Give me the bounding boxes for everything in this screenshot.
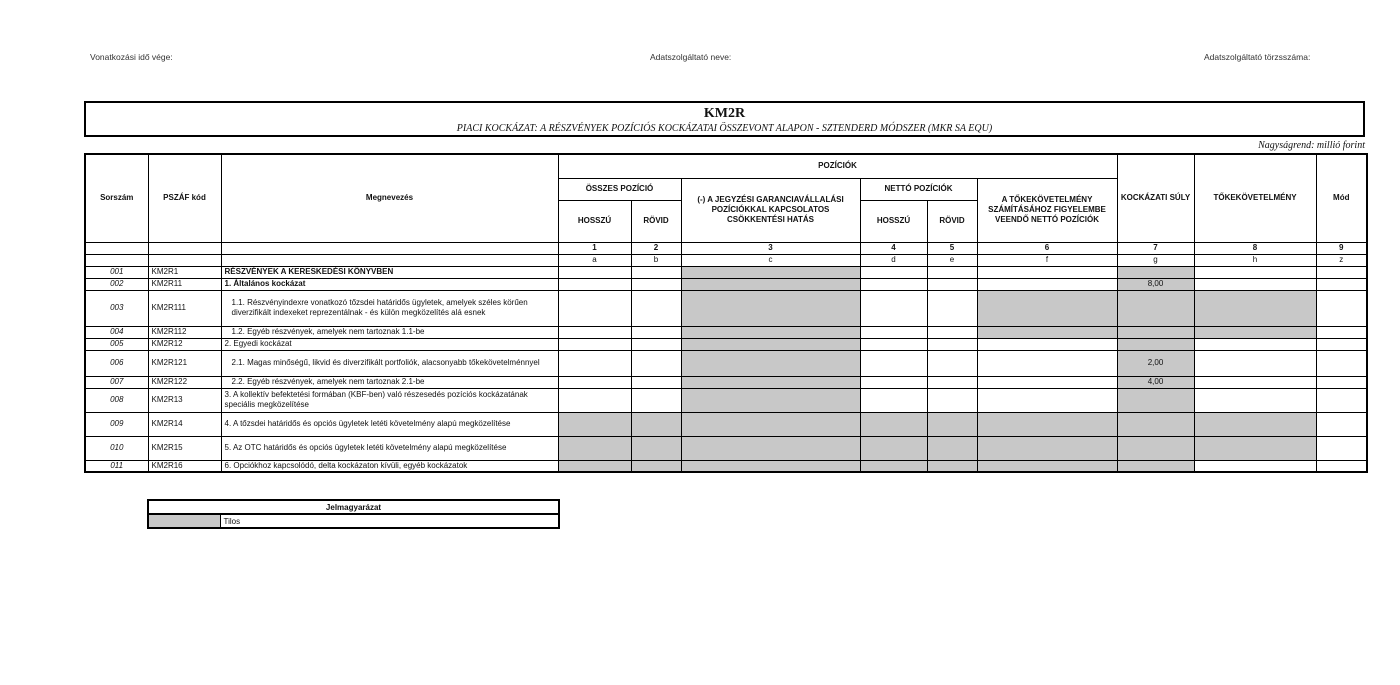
cell-input[interactable] [860, 266, 927, 278]
header-tokekov-netto: A TŐKEKÖVETELMÉNY SZÁMÍTÁSÁHOZ FIGYELEMBE VEENDŐ NETTÓ POZÍCIÓK [977, 178, 1117, 242]
row-label: 5. Az OTC határidős és opciós ügyletek letéti követelmény alapú megközelítése [221, 436, 558, 460]
header-megnevezes: Megnevezés [221, 154, 558, 242]
row-number: 008 [85, 388, 148, 412]
header-jegyzesi-hatas: (-) A JEGYZÉSI GARANCIAVÁLLALÁSI POZÍCIÓKKAL KAPCSOLATOS CSÖKKENTÉSI HATÁS [681, 178, 860, 242]
cell-weight [1117, 412, 1194, 436]
col-number: 8 [1194, 242, 1316, 254]
cell-input[interactable] [927, 350, 977, 376]
row-code: KM2R122 [148, 376, 221, 388]
legend-item-label: Tilos [220, 514, 559, 528]
cell-forbidden [681, 412, 860, 436]
cell-forbidden [1194, 290, 1316, 326]
cell-input[interactable] [860, 338, 927, 350]
cell-input[interactable] [977, 388, 1117, 412]
form-code: KM2R [703, 106, 746, 121]
cell-forbidden [681, 436, 860, 460]
cell-weight [1117, 436, 1194, 460]
cell-input[interactable] [1194, 376, 1316, 388]
row-label: 2.2. Egyéb részvények, amelyek nem tartoznak 2.1-be [221, 376, 558, 388]
cell-input[interactable] [977, 376, 1117, 388]
cell-input[interactable] [860, 278, 927, 290]
form-title-box [84, 101, 1365, 137]
table-row [85, 412, 1367, 436]
row-code: KM2R12 [148, 338, 221, 350]
cell-input[interactable] [631, 350, 681, 376]
table-row [85, 350, 1367, 376]
cell-weight [1117, 460, 1194, 472]
row-label: 1.1. Részvényindexre vonatkozó tőzsdei határidős ügyletek, amelyek széles körűen diverzifikált indexeket reprezentálnak - és külön megközelítés alá esnek [221, 290, 558, 326]
header-mod: Mód [1316, 154, 1367, 242]
col-letter: h [1194, 254, 1316, 266]
cell-forbidden [927, 412, 977, 436]
header-kockazati-suly: KOCKÁZATI SÚLY [1117, 154, 1194, 242]
cell-weight: 8,00 [1117, 278, 1194, 290]
row-number: 006 [85, 350, 148, 376]
cell-input[interactable] [1194, 338, 1316, 350]
cell-forbidden [1194, 412, 1316, 436]
cell-forbidden [1194, 326, 1316, 338]
column-number-row [85, 242, 1367, 254]
row-number: 011 [85, 460, 148, 472]
col-letter: g [1117, 254, 1194, 266]
table-row [85, 460, 1367, 472]
cell-forbidden [631, 460, 681, 472]
cell-forbidden [631, 412, 681, 436]
row-label: RÉSZVÉNYEK A KERESKEDÉSI KÖNYVBEN [221, 266, 558, 278]
cell-input[interactable] [977, 338, 1117, 350]
cell-input[interactable] [1194, 460, 1316, 472]
cell-input[interactable] [558, 350, 631, 376]
cell-forbidden [977, 290, 1117, 326]
col-letter: b [631, 254, 681, 266]
cell-input[interactable] [1316, 266, 1367, 278]
cell-input[interactable] [860, 350, 927, 376]
row-number: 009 [85, 412, 148, 436]
column-letter-row [85, 254, 1367, 266]
cell-input[interactable] [927, 388, 977, 412]
cell-forbidden [681, 460, 860, 472]
cell-forbidden [860, 412, 927, 436]
col-letter: f [977, 254, 1117, 266]
row-number: 003 [85, 290, 148, 326]
col-number: 4 [860, 242, 927, 254]
row-code: KM2R16 [148, 460, 221, 472]
col-number: 2 [631, 242, 681, 254]
period-end-label: Vonatkozási idő vége: [90, 52, 173, 62]
cell-input[interactable] [1316, 350, 1367, 376]
row-label: 1.2. Egyéb részvények, amelyek nem tartoznak 1.1-be [221, 326, 558, 338]
magnitude-note: Nagyságrend: millió forint [1258, 140, 1365, 151]
cell-input[interactable] [860, 388, 927, 412]
row-label: 4. A tőzsdei határidős és opciós ügyletek letéti követelmény alapú megközelítése [221, 412, 558, 436]
cell-forbidden [631, 436, 681, 460]
row-code: KM2R111 [148, 290, 221, 326]
cell-forbidden [977, 326, 1117, 338]
row-number: 001 [85, 266, 148, 278]
provider-name-label: Adatszolgáltató neve: [650, 52, 732, 62]
cell-input[interactable] [927, 326, 977, 338]
header-rovid: RÖVID [631, 200, 681, 242]
row-code: KM2R13 [148, 388, 221, 412]
table-row [85, 338, 1367, 350]
cell-forbidden [977, 460, 1117, 472]
table-row [85, 278, 1367, 290]
cell-weight [1117, 338, 1194, 350]
cell-input[interactable] [631, 290, 681, 326]
cell-forbidden [860, 460, 927, 472]
table-row [85, 376, 1367, 388]
col-number: 3 [681, 242, 860, 254]
table-row [85, 388, 1367, 412]
cell-input[interactable] [927, 338, 977, 350]
col-letter: z [1316, 254, 1367, 266]
cell-input[interactable] [927, 290, 977, 326]
row-code: KM2R11 [148, 278, 221, 290]
col-letter: c [681, 254, 860, 266]
cell-input[interactable] [631, 278, 681, 290]
cell-forbidden [927, 436, 977, 460]
legend-title: Jelmagyarázat [148, 500, 559, 514]
cell-input[interactable] [558, 376, 631, 388]
row-number: 007 [85, 376, 148, 388]
cell-input[interactable] [1316, 388, 1367, 412]
row-label: 2.1. Magas minőségű, likvid és diverzifikált portfoliók, alacsonyabb tőkekövetelménnyel [221, 350, 558, 376]
cell-forbidden [681, 266, 860, 278]
cell-weight [1117, 266, 1194, 278]
row-code: KM2R112 [148, 326, 221, 338]
cell-input[interactable] [1194, 350, 1316, 376]
header-netto-hosszu: HOSSZÚ [860, 200, 927, 242]
form-subtitle: PIACI KOCKÁZAT: A RÉSZVÉNYEK POZÍCIÓS KOCKÁZATAI ÖSSZEVONT ALAPON - SZTENDERD MÓDSZER (MKR SA EQU) [456, 123, 993, 134]
row-label: 1. Általános kockázat [221, 278, 558, 290]
cell-input[interactable] [927, 376, 977, 388]
cell-input[interactable] [558, 266, 631, 278]
cell-forbidden [681, 290, 860, 326]
cell-forbidden [977, 436, 1117, 460]
header-tokekovetelmeny: TŐKEKÖVETELMÉNY [1194, 154, 1316, 242]
cell-forbidden [558, 460, 631, 472]
row-label: 3. A kollektív befektetési formában (KBF-ben) való részesedés pozíciós kockázatának speciális megközelítése [221, 388, 558, 412]
header-netto-poziciok: NETTÓ POZÍCIÓK [860, 178, 977, 200]
cell-weight [1117, 388, 1194, 412]
row-code: KM2R14 [148, 412, 221, 436]
header-osszes-pozicio: ÖSSZES POZÍCIÓ [558, 178, 681, 200]
cell-input[interactable] [631, 266, 681, 278]
cell-forbidden [681, 388, 860, 412]
cell-forbidden [681, 338, 860, 350]
cell-input[interactable] [1316, 326, 1367, 338]
cell-input[interactable] [1316, 278, 1367, 290]
header-hosszu: HOSSZÚ [558, 200, 631, 242]
row-number: 002 [85, 278, 148, 290]
cell-input[interactable] [631, 338, 681, 350]
header-poziciok: POZÍCIÓK [558, 154, 1117, 178]
cell-forbidden [681, 376, 860, 388]
cell-input[interactable] [558, 338, 631, 350]
cell-input[interactable] [977, 350, 1117, 376]
provider-reg-number-label: Adatszolgáltató törzsszáma: [1204, 52, 1311, 62]
cell-input[interactable] [860, 376, 927, 388]
cell-input[interactable] [1194, 388, 1316, 412]
col-number: 6 [977, 242, 1117, 254]
cell-input[interactable] [977, 266, 1117, 278]
cell-forbidden [977, 412, 1117, 436]
table-row [85, 290, 1367, 326]
cell-weight [1117, 290, 1194, 326]
cell-forbidden [558, 412, 631, 436]
col-number: 1 [558, 242, 631, 254]
row-code: KM2R121 [148, 350, 221, 376]
row-number: 010 [85, 436, 148, 460]
header-netto-rovid: RÖVID [927, 200, 977, 242]
col-number: 9 [1316, 242, 1367, 254]
col-letter: d [860, 254, 927, 266]
row-code: KM2R1 [148, 266, 221, 278]
table-row [85, 266, 1367, 278]
cell-forbidden [681, 278, 860, 290]
cell-input[interactable] [1316, 338, 1367, 350]
row-number: 004 [85, 326, 148, 338]
col-number: 7 [1117, 242, 1194, 254]
table-row [85, 326, 1367, 338]
row-number: 005 [85, 338, 148, 350]
cell-input[interactable] [927, 278, 977, 290]
row-label: 2. Egyedi kockázat [221, 338, 558, 350]
col-number: 5 [927, 242, 977, 254]
cell-input[interactable] [1316, 436, 1367, 460]
header-pszaf-code: PSZÁF kód [148, 154, 221, 242]
cell-forbidden [681, 326, 860, 338]
cell-weight: 4,00 [1117, 376, 1194, 388]
cell-input[interactable] [558, 278, 631, 290]
header-sorszam: Sorszám [85, 154, 148, 242]
cell-input[interactable] [558, 388, 631, 412]
main-table [84, 153, 1368, 473]
cell-input[interactable] [1316, 376, 1367, 388]
cell-input[interactable] [977, 278, 1117, 290]
cell-forbidden [558, 436, 631, 460]
cell-input[interactable] [631, 326, 681, 338]
row-code: KM2R15 [148, 436, 221, 460]
cell-input[interactable] [558, 326, 631, 338]
cell-input[interactable] [860, 326, 927, 338]
cell-input[interactable] [1194, 278, 1316, 290]
cell-input[interactable] [558, 290, 631, 326]
legend-table [147, 499, 560, 529]
cell-weight: 2,00 [1117, 350, 1194, 376]
cell-input[interactable] [1316, 460, 1367, 472]
cell-input[interactable] [927, 266, 977, 278]
cell-input[interactable] [631, 376, 681, 388]
legend-swatch [148, 514, 220, 528]
cell-forbidden [927, 460, 977, 472]
table-row [85, 436, 1367, 460]
row-label: 6. Opciókhoz kapcsolódó, delta kockázaton kívüli, egyéb kockázatok [221, 460, 558, 472]
cell-input[interactable] [860, 290, 927, 326]
cell-input[interactable] [1316, 290, 1367, 326]
cell-input[interactable] [631, 388, 681, 412]
cell-weight [1117, 326, 1194, 338]
col-letter: e [927, 254, 977, 266]
cell-input[interactable] [1194, 266, 1316, 278]
cell-forbidden [681, 350, 860, 376]
cell-input[interactable] [1316, 412, 1367, 436]
cell-forbidden [1194, 436, 1316, 460]
col-letter: a [558, 254, 631, 266]
cell-forbidden [860, 436, 927, 460]
